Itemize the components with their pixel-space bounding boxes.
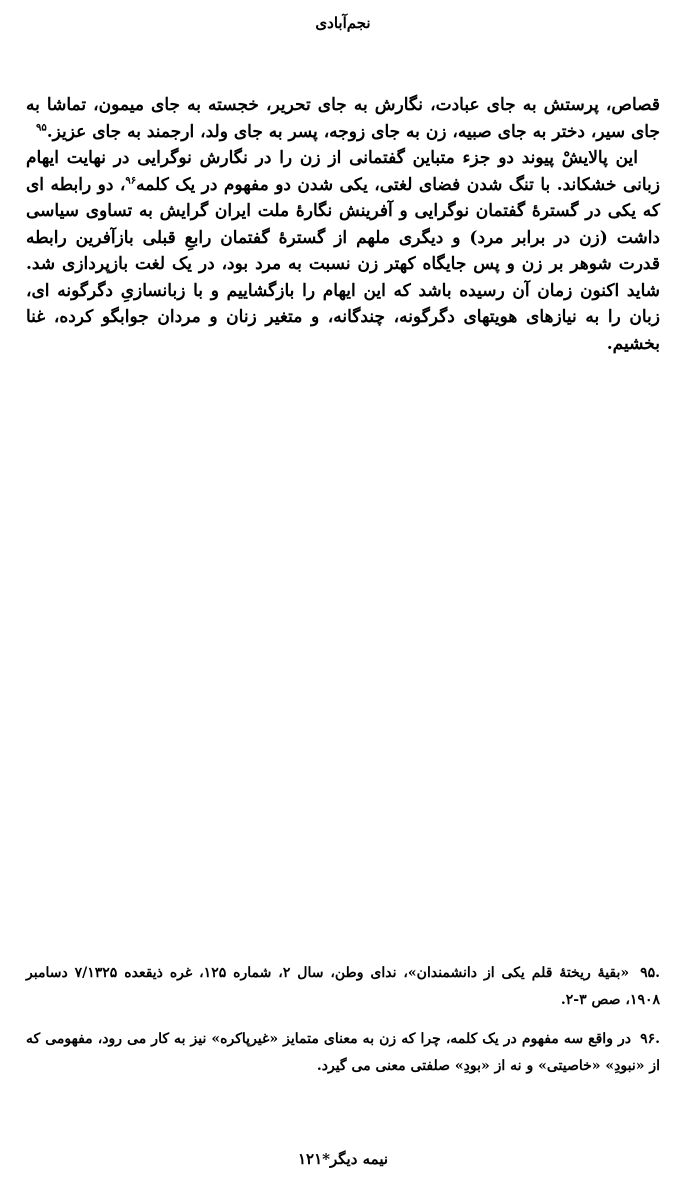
footnote-95 (26, 960, 660, 1014)
footnote-ref-96[interactable]: ۹۶ (125, 174, 137, 186)
paragraph-2-text-b: ، دو رابطه ای که یکی در گسترهٔ گفتمان نوگرایی و آفرینش نگارهٔ ملت ایران گرایش به تساوی سیاسی داشت (زن در برابر مرد) و دیگری ملهم از گسترهٔ گفتمان رابعِ قبلی بازآفرین رابطه قدرت شوهر بر زن و پس جایگاه کهتر زن نسبت به مرد بود، در یک لغت بازپردازی شد. شاید اکنون زمان آن رسیده باشد که این ایهام را بازگشاییم و با زبانسازیِ دگرگونه ای، زبان را به نیازهای هویتهای دگرگونه، چندگانه، و متغیر زنان و مردان جوابگو کرده، غنا بخشیم. (26, 174, 660, 354)
body-text (26, 92, 660, 357)
paragraph-1-text: قصاص، پرستش به جای عبادت، نگارش به جای تحریر، خجسته به جای میمون، تماشا به جای سیر، دختر به جای صبیه، زن به جای زوجه، پسر به جای ولد، ارجمند به جای عزیز. (26, 95, 660, 142)
footnote-text: در واقع سه مفهوم در یک کلمه، چرا که زن به معنای متمایز «غیرپاکره» نیز به کار می رود، مفهومی که از «نبودِ» «خاصیتی» و نه از «بودِ» صلفتی معنی می گیرد. (26, 1031, 660, 1074)
footer-separator: * (322, 1150, 330, 1168)
running-footer (0, 1150, 686, 1168)
footer-label: نیمه دیگر (329, 1150, 389, 1168)
running-header (0, 14, 686, 32)
paragraph-2 (26, 145, 660, 357)
footnote-number: .۹۶ (640, 1031, 661, 1047)
footnote-ref-95[interactable]: ۹۵ (35, 121, 47, 133)
footnote-96 (26, 1026, 660, 1080)
footnote-number: .۹۵ (640, 965, 661, 981)
footnotes (26, 960, 660, 1092)
header-author: نجم‌آبادی (315, 14, 371, 32)
footnote-text: «بقیهٔ ریختهٔ قلم یکی از دانشمندان»، ندای وطن، سال ۲، شماره ۱۲۵، غره ذیقعده ۷/۱۳۲۵ دسامبر ۱۹۰۸، صص ۳-۲. (26, 965, 660, 1008)
page-number: ۱۲۱ (297, 1150, 323, 1168)
paragraph-1 (26, 92, 660, 145)
paragraph-2-text-a: این پالایشْ پیوند دو جزء متباین گفتمانی از زن را در نگارش نوگرایی در نهایت ایهام زبانی خشکاند. با تنگ شدن فضای لغتی، یکی شدن دو مفهوم در یک کلمه (26, 148, 660, 195)
